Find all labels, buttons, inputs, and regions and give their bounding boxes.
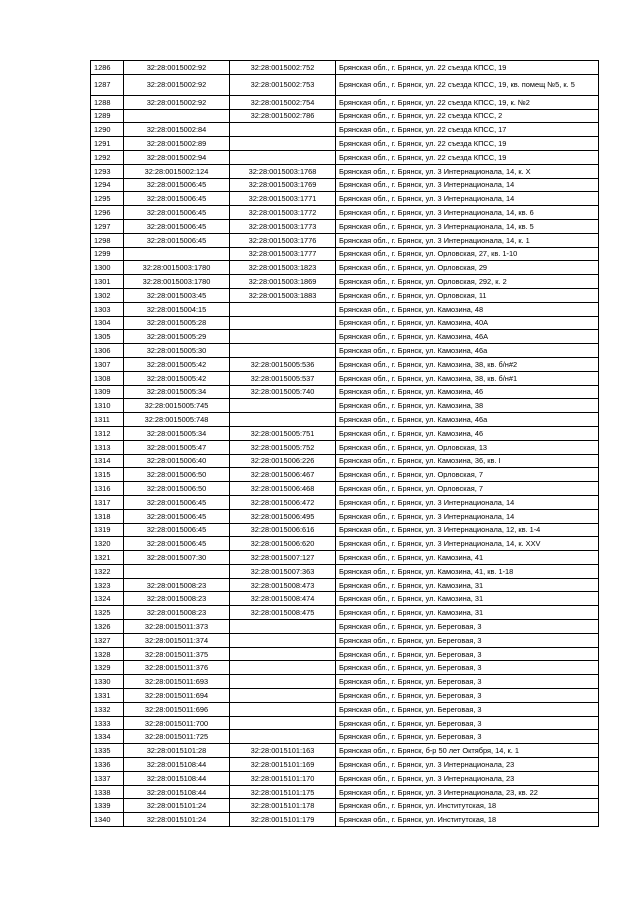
land-cadastral-number-cell: 32:28:0015005:42 xyxy=(124,357,230,371)
row-number-cell: 1328 xyxy=(91,647,124,661)
row-number-cell: 1289 xyxy=(91,109,124,123)
land-cadastral-number-cell xyxy=(124,564,230,578)
land-cadastral-number-cell: 32:28:0015005:47 xyxy=(124,440,230,454)
registry-table-body xyxy=(91,61,599,827)
address-cell: Брянская обл., г. Брянск, ул. 22 съезда КПСС, 19 xyxy=(336,61,599,75)
address-cell: Брянская обл., г. Брянск, ул. Орловская, 11 xyxy=(336,288,599,302)
row-number-cell: 1323 xyxy=(91,578,124,592)
row-number-cell: 1331 xyxy=(91,689,124,703)
object-cadastral-number-cell: 32:28:0015005:752 xyxy=(230,440,336,454)
object-cadastral-number-cell xyxy=(230,137,336,151)
row-number-cell: 1319 xyxy=(91,523,124,537)
object-cadastral-number-cell xyxy=(230,730,336,744)
table-row xyxy=(91,771,599,785)
address-cell: Брянская обл., г. Брянск, ул. Береговая, 3 xyxy=(336,716,599,730)
land-cadastral-number-cell: 32:28:0015011:725 xyxy=(124,730,230,744)
address-cell: Брянская обл., г. Брянск, ул. Институтская, 18 xyxy=(336,813,599,827)
table-row xyxy=(91,661,599,675)
address-cell: Брянская обл., г. Брянск, ул. 22 съезда КПСС, 2 xyxy=(336,109,599,123)
row-number-cell: 1327 xyxy=(91,633,124,647)
row-number-cell: 1293 xyxy=(91,164,124,178)
address-cell: Брянская обл., г. Брянск, ул. 22 съезда КПСС, 17 xyxy=(336,123,599,137)
row-number-cell: 1310 xyxy=(91,399,124,413)
table-row xyxy=(91,413,599,427)
object-cadastral-number-cell: 32:28:0015101:175 xyxy=(230,785,336,799)
address-cell: Брянская обл., г. Брянск, ул. 3 Интернационала, 14 xyxy=(336,192,599,206)
land-cadastral-number-cell: 32:28:0015003:1780 xyxy=(124,261,230,275)
land-cadastral-number-cell: 32:28:0015108:44 xyxy=(124,785,230,799)
land-cadastral-number-cell: 32:28:0015002:89 xyxy=(124,137,230,151)
table-row xyxy=(91,716,599,730)
address-cell: Брянская обл., г. Брянск, ул. 3 Интернационала, 23 xyxy=(336,758,599,772)
object-cadastral-number-cell: 32:28:0015005:740 xyxy=(230,385,336,399)
land-cadastral-number-cell: 32:28:0015005:28 xyxy=(124,316,230,330)
row-number-cell: 1303 xyxy=(91,302,124,316)
table-row xyxy=(91,551,599,565)
table-row xyxy=(91,316,599,330)
address-cell: Брянская обл., г. Брянск, ул. Камозина, 31 xyxy=(336,578,599,592)
object-cadastral-number-cell: 32:28:0015003:1769 xyxy=(230,178,336,192)
row-number-cell: 1300 xyxy=(91,261,124,275)
address-cell: Брянская обл., г. Брянск, ул. Камозина, 31 xyxy=(336,592,599,606)
land-cadastral-number-cell: 32:28:0015005:29 xyxy=(124,330,230,344)
table-row xyxy=(91,261,599,275)
land-cadastral-number-cell: 32:28:0015008:23 xyxy=(124,606,230,620)
address-cell: Брянская обл., г. Брянск, ул. 3 Интернационала, 14, кв. 6 xyxy=(336,206,599,220)
object-cadastral-number-cell xyxy=(230,675,336,689)
table-row xyxy=(91,344,599,358)
object-cadastral-number-cell xyxy=(230,344,336,358)
row-number-cell: 1309 xyxy=(91,385,124,399)
row-number-cell: 1292 xyxy=(91,150,124,164)
land-cadastral-number-cell: 32:28:0015003:45 xyxy=(124,288,230,302)
row-number-cell: 1318 xyxy=(91,509,124,523)
land-cadastral-number-cell: 32:28:0015005:748 xyxy=(124,413,230,427)
land-cadastral-number-cell: 32:28:0015007:30 xyxy=(124,551,230,565)
row-number-cell: 1304 xyxy=(91,316,124,330)
row-number-cell: 1291 xyxy=(91,137,124,151)
row-number-cell: 1338 xyxy=(91,785,124,799)
land-cadastral-number-cell: 32:28:0015005:34 xyxy=(124,426,230,440)
address-cell: Брянская обл., г. Брянск, ул. Орловская, 292, к. 2 xyxy=(336,275,599,289)
address-cell: Брянская обл., г. Брянск, ул. Береговая, 3 xyxy=(336,647,599,661)
object-cadastral-number-cell: 32:28:0015101:163 xyxy=(230,744,336,758)
address-cell: Брянская обл., г. Брянск, ул. Береговая, 3 xyxy=(336,689,599,703)
row-number-cell: 1340 xyxy=(91,813,124,827)
table-row xyxy=(91,523,599,537)
row-number-cell: 1335 xyxy=(91,744,124,758)
row-number-cell: 1306 xyxy=(91,344,124,358)
land-cadastral-number-cell: 32:28:0015008:23 xyxy=(124,592,230,606)
table-row xyxy=(91,247,599,261)
row-number-cell: 1301 xyxy=(91,275,124,289)
object-cadastral-number-cell: 32:28:0015007:363 xyxy=(230,564,336,578)
land-cadastral-number-cell: 32:28:0015006:45 xyxy=(124,509,230,523)
row-number-cell: 1307 xyxy=(91,357,124,371)
row-number-cell: 1298 xyxy=(91,233,124,247)
address-cell: Брянская обл., г. Брянск, ул. 3 Интернационала, 14, кв. 5 xyxy=(336,219,599,233)
table-row xyxy=(91,482,599,496)
land-cadastral-number-cell: 32:28:0015011:375 xyxy=(124,647,230,661)
address-cell: Брянская обл., г. Брянск, ул. 22 съезда КПСС, 19, кв. помещ №5, к. 5 xyxy=(336,74,599,95)
land-cadastral-number-cell: 32:28:0015005:34 xyxy=(124,385,230,399)
table-row xyxy=(91,399,599,413)
table-row xyxy=(91,233,599,247)
table-row xyxy=(91,95,599,109)
row-number-cell: 1333 xyxy=(91,716,124,730)
address-cell: Брянская обл., г. Брянск, ул. Камозина, 38 xyxy=(336,399,599,413)
row-number-cell: 1312 xyxy=(91,426,124,440)
land-cadastral-number-cell: 32:28:0015002:94 xyxy=(124,150,230,164)
table-row xyxy=(91,730,599,744)
land-cadastral-number-cell: 32:28:0015011:376 xyxy=(124,661,230,675)
object-cadastral-number-cell: 32:28:0015101:169 xyxy=(230,758,336,772)
object-cadastral-number-cell xyxy=(230,716,336,730)
table-row xyxy=(91,302,599,316)
object-cadastral-number-cell xyxy=(230,661,336,675)
land-cadastral-number-cell: 32:28:0015002:92 xyxy=(124,95,230,109)
object-cadastral-number-cell: 32:28:0015003:1773 xyxy=(230,219,336,233)
table-row xyxy=(91,495,599,509)
land-cadastral-number-cell: 32:28:0015003:1780 xyxy=(124,275,230,289)
land-cadastral-number-cell: 32:28:0015006:40 xyxy=(124,454,230,468)
land-cadastral-number-cell: 32:28:0015006:45 xyxy=(124,523,230,537)
table-row xyxy=(91,385,599,399)
table-row xyxy=(91,758,599,772)
address-cell: Брянская обл., г. Брянск, ул. Орловская, 7 xyxy=(336,482,599,496)
table-row xyxy=(91,468,599,482)
address-cell: Брянская обл., г. Брянск, ул. Береговая, 3 xyxy=(336,675,599,689)
table-row xyxy=(91,426,599,440)
table-row xyxy=(91,275,599,289)
address-cell: Брянская обл., г. Брянск, ул. Береговая, 3 xyxy=(336,661,599,675)
object-cadastral-number-cell: 32:28:0015002:752 xyxy=(230,61,336,75)
object-cadastral-number-cell xyxy=(230,633,336,647)
land-cadastral-number-cell: 32:28:0015006:45 xyxy=(124,537,230,551)
row-number-cell: 1287 xyxy=(91,74,124,95)
land-cadastral-number-cell: 32:28:0015002:92 xyxy=(124,61,230,75)
land-cadastral-number-cell: 32:28:0015006:50 xyxy=(124,482,230,496)
table-row xyxy=(91,74,599,95)
land-cadastral-number-cell: 32:28:0015004:15 xyxy=(124,302,230,316)
address-cell: Брянская обл., г. Брянск, ул. Камозина, 46 xyxy=(336,385,599,399)
table-row xyxy=(91,509,599,523)
object-cadastral-number-cell: 32:28:0015008:475 xyxy=(230,606,336,620)
row-number-cell: 1315 xyxy=(91,468,124,482)
object-cadastral-number-cell: 32:28:0015006:468 xyxy=(230,482,336,496)
row-number-cell: 1339 xyxy=(91,799,124,813)
object-cadastral-number-cell xyxy=(230,302,336,316)
address-cell: Брянская обл., г. Брянск, ул. Береговая, 3 xyxy=(336,633,599,647)
table-row xyxy=(91,785,599,799)
registry-table xyxy=(90,60,599,827)
object-cadastral-number-cell: 32:28:0015005:751 xyxy=(230,426,336,440)
land-cadastral-number-cell: 32:28:0015101:28 xyxy=(124,744,230,758)
object-cadastral-number-cell xyxy=(230,150,336,164)
object-cadastral-number-cell: 32:28:0015007:127 xyxy=(230,551,336,565)
table-row xyxy=(91,288,599,302)
address-cell: Брянская обл., г. Брянск, ул. 22 съезда КПСС, 19 xyxy=(336,150,599,164)
object-cadastral-number-cell: 32:28:0015003:1823 xyxy=(230,261,336,275)
land-cadastral-number-cell: 32:28:0015011:693 xyxy=(124,675,230,689)
object-cadastral-number-cell: 32:28:0015005:537 xyxy=(230,371,336,385)
address-cell: Брянская обл., г. Брянск, ул. 3 Интернационала, 12, кв. 1-4 xyxy=(336,523,599,537)
row-number-cell: 1321 xyxy=(91,551,124,565)
row-number-cell: 1336 xyxy=(91,758,124,772)
address-cell: Брянская обл., г. Брянск, ул. Камозина, 40А xyxy=(336,316,599,330)
table-row xyxy=(91,564,599,578)
address-cell: Брянская обл., г. Брянск, ул. Камозина, 41, кв. 1-18 xyxy=(336,564,599,578)
address-cell: Брянская обл., г. Брянск, ул. Береговая, 3 xyxy=(336,730,599,744)
object-cadastral-number-cell: 32:28:0015008:474 xyxy=(230,592,336,606)
table-row xyxy=(91,689,599,703)
land-cadastral-number-cell: 32:28:0015006:45 xyxy=(124,192,230,206)
object-cadastral-number-cell: 32:28:0015003:1771 xyxy=(230,192,336,206)
object-cadastral-number-cell xyxy=(230,330,336,344)
table-row xyxy=(91,357,599,371)
table-row xyxy=(91,219,599,233)
row-number-cell: 1330 xyxy=(91,675,124,689)
table-row xyxy=(91,799,599,813)
address-cell: Брянская обл., г. Брянск, ул. 22 съезда КПСС, 19 xyxy=(336,137,599,151)
row-number-cell: 1324 xyxy=(91,592,124,606)
address-cell: Брянская обл., г. Брянск, ул. Камозина, 38, кв. б/н#2 xyxy=(336,357,599,371)
land-cadastral-number-cell: 32:28:0015005:42 xyxy=(124,371,230,385)
object-cadastral-number-cell: 32:28:0015006:226 xyxy=(230,454,336,468)
object-cadastral-number-cell: 32:28:0015006:620 xyxy=(230,537,336,551)
row-number-cell: 1322 xyxy=(91,564,124,578)
land-cadastral-number-cell xyxy=(124,247,230,261)
row-number-cell: 1294 xyxy=(91,178,124,192)
address-cell: Брянская обл., г. Брянск, ул. Камозина, 41 xyxy=(336,551,599,565)
land-cadastral-number-cell: 32:28:0015008:23 xyxy=(124,578,230,592)
object-cadastral-number-cell: 32:28:0015003:1772 xyxy=(230,206,336,220)
row-number-cell: 1314 xyxy=(91,454,124,468)
table-row xyxy=(91,440,599,454)
table-row xyxy=(91,206,599,220)
table-row xyxy=(91,633,599,647)
land-cadastral-number-cell: 32:28:0015108:44 xyxy=(124,758,230,772)
address-cell: Брянская обл., г. Брянск, ул. 3 Интернационала, 23 xyxy=(336,771,599,785)
table-row xyxy=(91,164,599,178)
row-number-cell: 1286 xyxy=(91,61,124,75)
row-number-cell: 1308 xyxy=(91,371,124,385)
land-cadastral-number-cell: 32:28:0015006:50 xyxy=(124,468,230,482)
table-row xyxy=(91,744,599,758)
address-cell: Брянская обл., г. Брянск, ул. Береговая, 3 xyxy=(336,702,599,716)
row-number-cell: 1334 xyxy=(91,730,124,744)
land-cadastral-number-cell: 32:28:0015006:45 xyxy=(124,495,230,509)
address-cell: Брянская обл., г. Брянск, ул. Институтская, 18 xyxy=(336,799,599,813)
table-row xyxy=(91,606,599,620)
table-row xyxy=(91,620,599,634)
address-cell: Брянская обл., г. Брянск, ул. 3 Интернационала, 14 xyxy=(336,509,599,523)
object-cadastral-number-cell xyxy=(230,123,336,137)
land-cadastral-number-cell: 32:28:0015005:745 xyxy=(124,399,230,413)
object-cadastral-number-cell: 32:28:0015003:1776 xyxy=(230,233,336,247)
land-cadastral-number-cell: 32:28:0015108:44 xyxy=(124,771,230,785)
table-row xyxy=(91,537,599,551)
object-cadastral-number-cell: 32:28:0015006:472 xyxy=(230,495,336,509)
land-cadastral-number-cell: 32:28:0015002:92 xyxy=(124,74,230,95)
table-row xyxy=(91,675,599,689)
object-cadastral-number-cell xyxy=(230,399,336,413)
row-number-cell: 1325 xyxy=(91,606,124,620)
row-number-cell: 1316 xyxy=(91,482,124,496)
address-cell: Брянская обл., г. Брянск, ул. Камозина, 48 xyxy=(336,302,599,316)
address-cell: Брянская обл., г. Брянск, ул. Орловская, 29 xyxy=(336,261,599,275)
object-cadastral-number-cell: 32:28:0015003:1777 xyxy=(230,247,336,261)
land-cadastral-number-cell: 32:28:0015006:45 xyxy=(124,219,230,233)
row-number-cell: 1329 xyxy=(91,661,124,675)
row-number-cell: 1302 xyxy=(91,288,124,302)
row-number-cell: 1311 xyxy=(91,413,124,427)
row-number-cell: 1337 xyxy=(91,771,124,785)
land-cadastral-number-cell: 32:28:0015011:373 xyxy=(124,620,230,634)
object-cadastral-number-cell xyxy=(230,702,336,716)
object-cadastral-number-cell: 32:28:0015101:170 xyxy=(230,771,336,785)
object-cadastral-number-cell: 32:28:0015008:473 xyxy=(230,578,336,592)
row-number-cell: 1296 xyxy=(91,206,124,220)
land-cadastral-number-cell: 32:28:0015011:694 xyxy=(124,689,230,703)
object-cadastral-number-cell: 32:28:0015002:786 xyxy=(230,109,336,123)
object-cadastral-number-cell xyxy=(230,689,336,703)
object-cadastral-number-cell: 32:28:0015006:616 xyxy=(230,523,336,537)
object-cadastral-number-cell: 32:28:0015003:1768 xyxy=(230,164,336,178)
address-cell: Брянская обл., г. Брянск, ул. Береговая, 3 xyxy=(336,620,599,634)
table-row xyxy=(91,109,599,123)
object-cadastral-number-cell: 32:28:0015002:754 xyxy=(230,95,336,109)
table-row xyxy=(91,178,599,192)
object-cadastral-number-cell: 32:28:0015005:536 xyxy=(230,357,336,371)
table-row xyxy=(91,647,599,661)
land-cadastral-number-cell: 32:28:0015006:45 xyxy=(124,206,230,220)
address-cell: Брянская обл., г. Брянск, ул. 3 Интернационала, 14 xyxy=(336,495,599,509)
address-cell: Брянская обл., г. Брянск, ул. Камозина, 46А xyxy=(336,330,599,344)
land-cadastral-number-cell: 32:28:0015002:84 xyxy=(124,123,230,137)
address-cell: Брянская обл., г. Брянск, ул. 3 Интернационала, 14 xyxy=(336,178,599,192)
address-cell: Брянская обл., г. Брянск, ул. Орловская, 13 xyxy=(336,440,599,454)
table-row xyxy=(91,61,599,75)
object-cadastral-number-cell xyxy=(230,316,336,330)
address-cell: Брянская обл., г. Брянск, ул. 3 Интернационала, 14, к. 1 xyxy=(336,233,599,247)
table-row xyxy=(91,813,599,827)
table-row xyxy=(91,137,599,151)
table-row xyxy=(91,592,599,606)
address-cell: Брянская обл., г. Брянск, ул. 3 Интернационала, 14, к. X xyxy=(336,164,599,178)
row-number-cell: 1326 xyxy=(91,620,124,634)
land-cadastral-number-cell: 32:28:0015006:45 xyxy=(124,233,230,247)
land-cadastral-number-cell: 32:28:0015002:124 xyxy=(124,164,230,178)
address-cell: Брянская обл., г. Брянск, ул. Камозина, 31 xyxy=(336,606,599,620)
row-number-cell: 1313 xyxy=(91,440,124,454)
table-row xyxy=(91,371,599,385)
address-cell: Брянская обл., г. Брянск, ул. Камозина, 38, кв. б/н#1 xyxy=(336,371,599,385)
address-cell: Брянская обл., г. Брянск, ул. Камозина, 36, кв. I xyxy=(336,454,599,468)
object-cadastral-number-cell: 32:28:0015006:495 xyxy=(230,509,336,523)
row-number-cell: 1297 xyxy=(91,219,124,233)
table-row xyxy=(91,454,599,468)
row-number-cell: 1290 xyxy=(91,123,124,137)
row-number-cell: 1299 xyxy=(91,247,124,261)
table-row xyxy=(91,192,599,206)
land-cadastral-number-cell: 32:28:0015005:30 xyxy=(124,344,230,358)
row-number-cell: 1332 xyxy=(91,702,124,716)
table-row xyxy=(91,702,599,716)
address-cell: Брянская обл., г. Брянск, ул. 22 съезда КПСС, 19, к. №2 xyxy=(336,95,599,109)
object-cadastral-number-cell: 32:28:0015006:467 xyxy=(230,468,336,482)
land-cadastral-number-cell: 32:28:0015101:24 xyxy=(124,813,230,827)
address-cell: Брянская обл., г. Брянск, ул. Камозина, 46 xyxy=(336,426,599,440)
table-row xyxy=(91,150,599,164)
object-cadastral-number-cell: 32:28:0015003:1869 xyxy=(230,275,336,289)
address-cell: Брянская обл., г. Брянск, ул. Камозина, 46а xyxy=(336,344,599,358)
row-number-cell: 1295 xyxy=(91,192,124,206)
land-cadastral-number-cell xyxy=(124,109,230,123)
object-cadastral-number-cell: 32:28:0015101:178 xyxy=(230,799,336,813)
object-cadastral-number-cell xyxy=(230,620,336,634)
row-number-cell: 1320 xyxy=(91,537,124,551)
table-row xyxy=(91,330,599,344)
land-cadastral-number-cell: 32:28:0015011:696 xyxy=(124,702,230,716)
object-cadastral-number-cell: 32:28:0015003:1883 xyxy=(230,288,336,302)
object-cadastral-number-cell: 32:28:0015002:753 xyxy=(230,74,336,95)
row-number-cell: 1288 xyxy=(91,95,124,109)
land-cadastral-number-cell: 32:28:0015006:45 xyxy=(124,178,230,192)
object-cadastral-number-cell xyxy=(230,647,336,661)
address-cell: Брянская обл., г. Брянск, ул. Орловская, 7 xyxy=(336,468,599,482)
address-cell: Брянская обл., г. Брянск, ул. Камозина, 46а xyxy=(336,413,599,427)
address-cell: Брянская обл., г. Брянск, ул. 3 Интернационала, 23, кв. 22 xyxy=(336,785,599,799)
land-cadastral-number-cell: 32:28:0015101:24 xyxy=(124,799,230,813)
address-cell: Брянская обл., г. Брянск, ул. 3 Интернационала, 14, к. XXV xyxy=(336,537,599,551)
land-cadastral-number-cell: 32:28:0015011:374 xyxy=(124,633,230,647)
address-cell: Брянская обл., г. Брянск, ул. Орловская, 27, кв. 1-10 xyxy=(336,247,599,261)
table-row xyxy=(91,123,599,137)
row-number-cell: 1317 xyxy=(91,495,124,509)
land-cadastral-number-cell: 32:28:0015011:700 xyxy=(124,716,230,730)
object-cadastral-number-cell xyxy=(230,413,336,427)
object-cadastral-number-cell: 32:28:0015101:179 xyxy=(230,813,336,827)
address-cell: Брянская обл., г. Брянск, б-р 50 лет Октября, 14, к. 1 xyxy=(336,744,599,758)
row-number-cell: 1305 xyxy=(91,330,124,344)
table-row xyxy=(91,578,599,592)
